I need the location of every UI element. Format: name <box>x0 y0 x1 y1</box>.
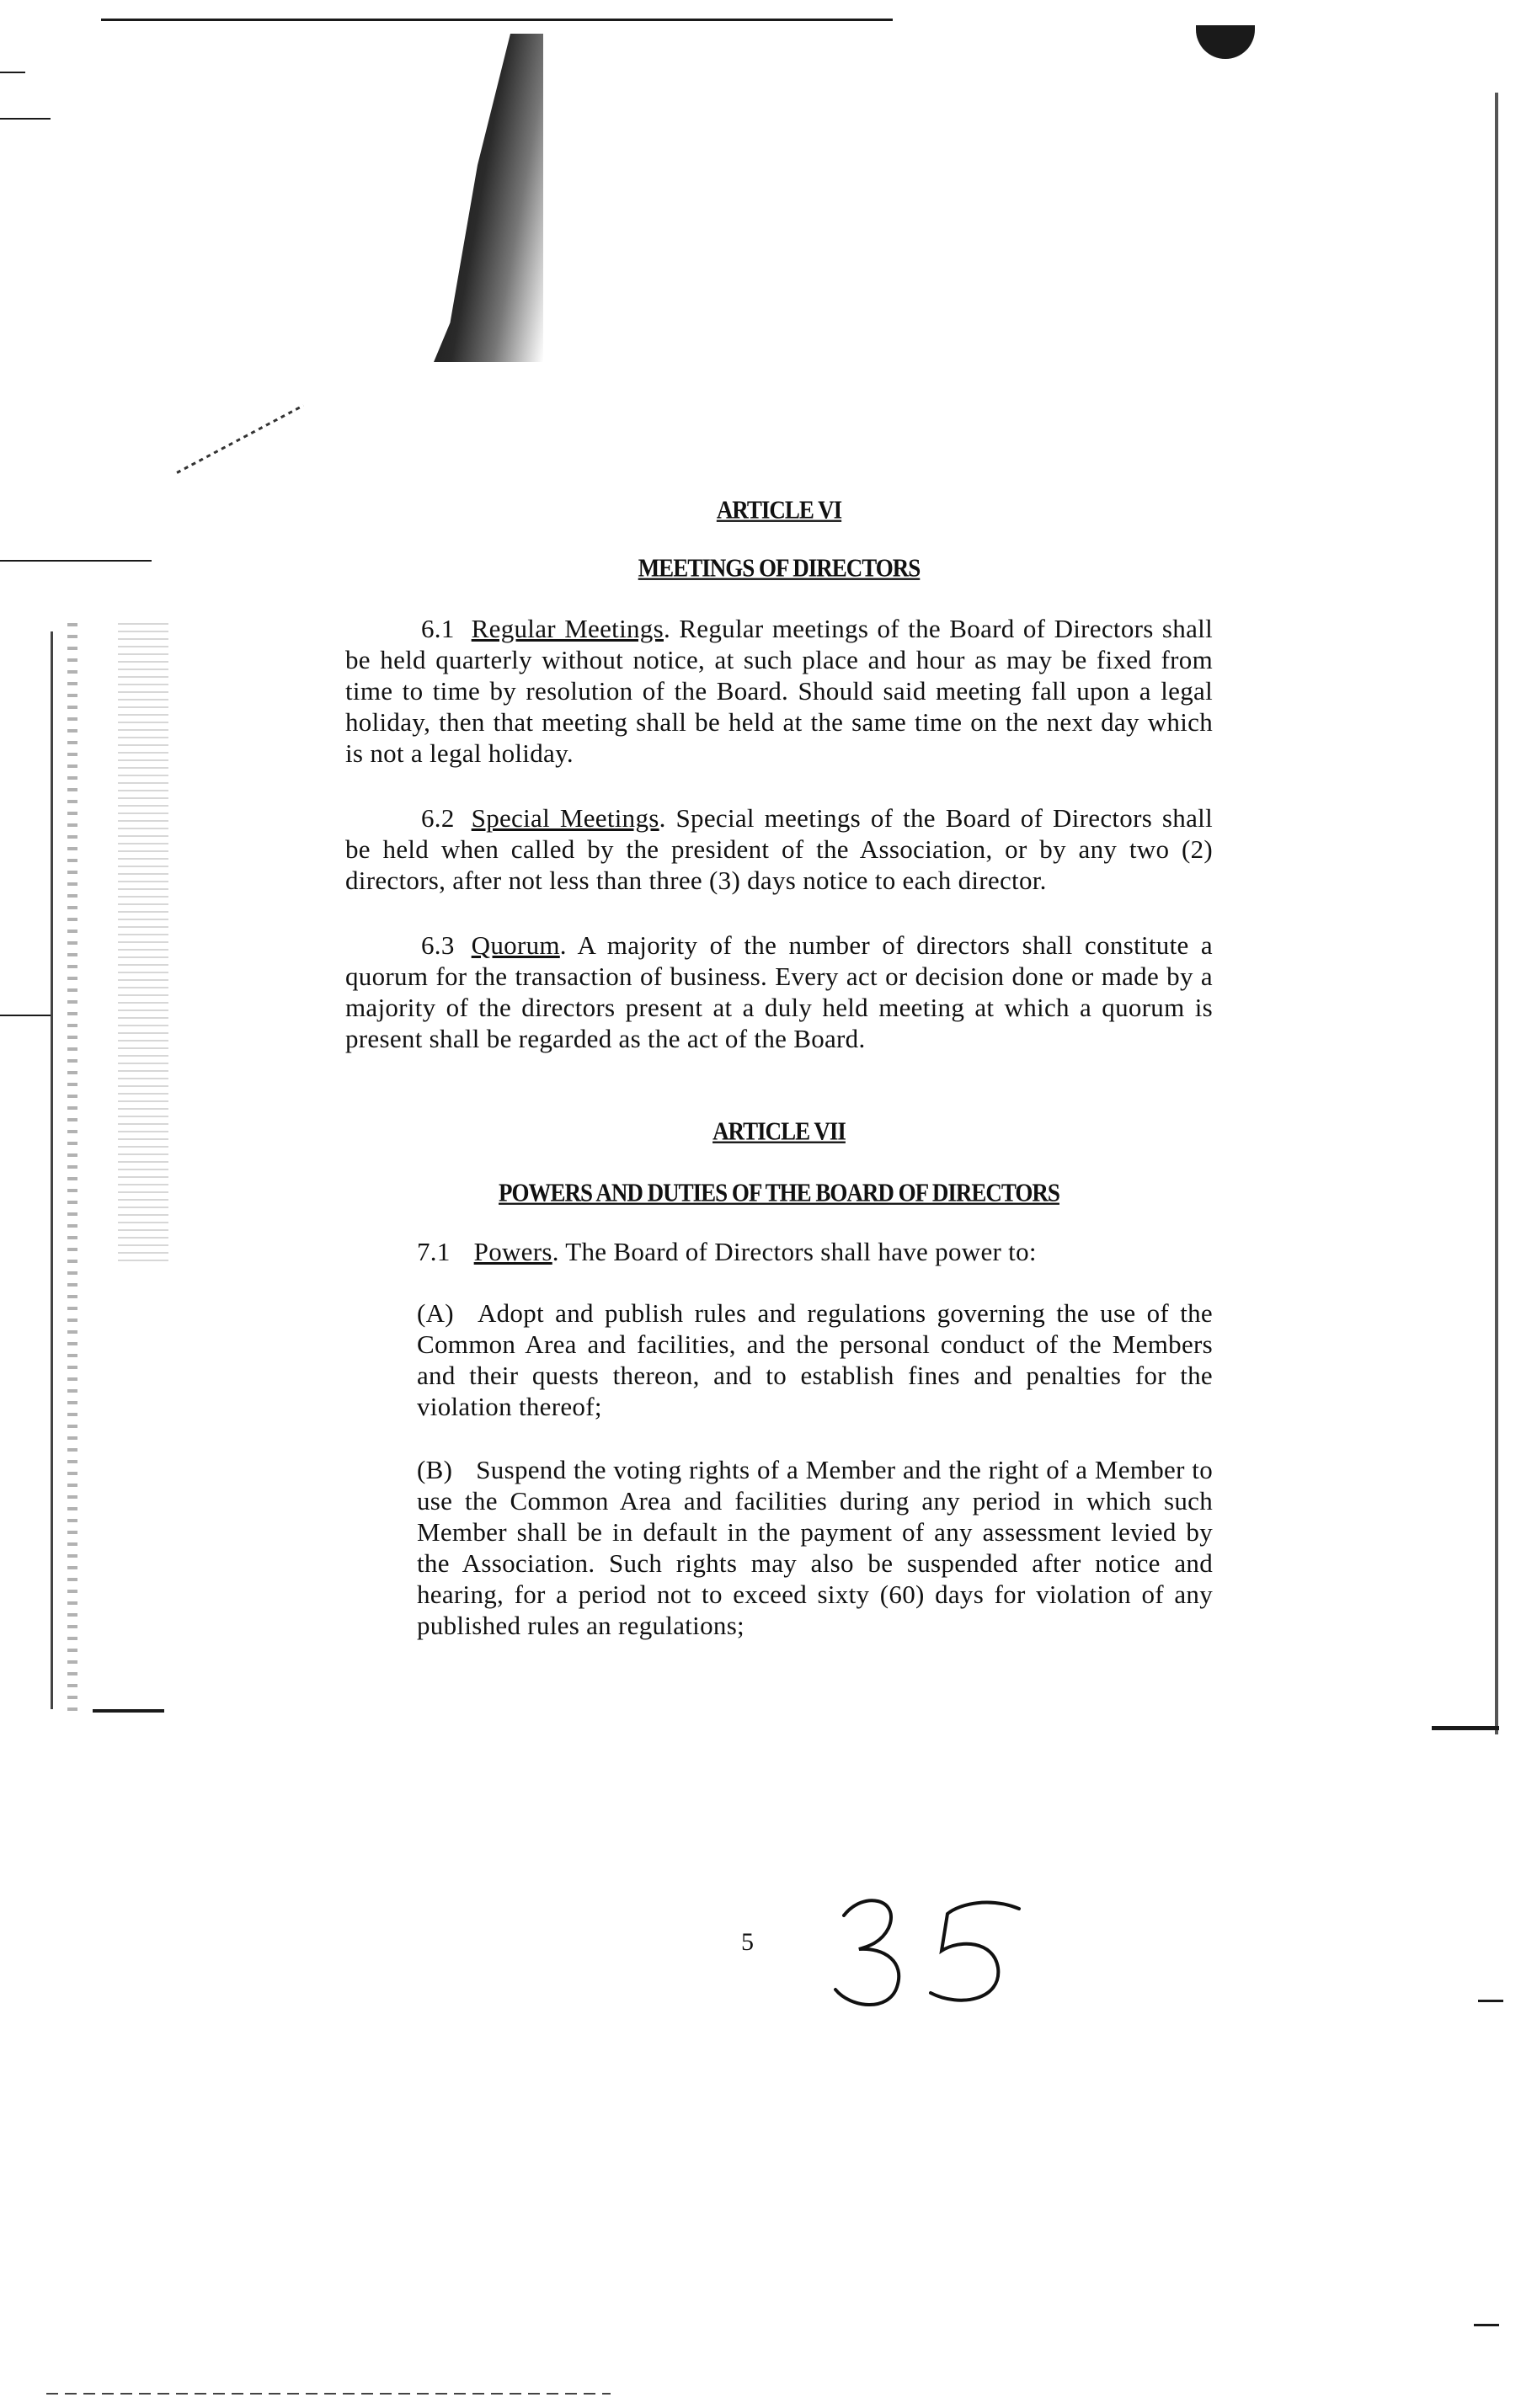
right-dash-2 <box>1474 2324 1499 2326</box>
handwritten-page-number <box>825 1890 1027 2016</box>
left-dash-1 <box>0 72 25 73</box>
section-title: Powers <box>473 1237 552 1266</box>
section-number: 6.2 <box>421 803 455 833</box>
left-dash-2 <box>0 118 51 120</box>
section-title: Quorum <box>471 930 560 960</box>
section-number: 7.1 <box>417 1237 451 1266</box>
left-speckle-marks <box>67 623 77 1718</box>
left-dash-3 <box>0 560 152 562</box>
right-margin-bar <box>1495 93 1498 1734</box>
section-6-2 <box>345 802 1213 896</box>
article-vii-subheading: POWERS AND DUTIES OF THE BOARD OF DIRECTORS <box>499 1177 1059 1207</box>
section-text: . The Board of Directors shall have power to: <box>552 1237 1037 1266</box>
section-title: Regular Meetings <box>471 614 664 643</box>
section-6-3 <box>345 930 1213 1054</box>
section-6-1 <box>345 613 1213 769</box>
article-vi-heading: ARTICLE VI <box>716 494 842 525</box>
section-text: . Regular meetings of the Board of Directors shall be held quarterly without notice, at such place and hour as may be fixed from time to time by resolution of the Board. Should said meeting fall upon a legal holiday, then that meeting shall be held at the same time on the next day which is not a legal holiday. <box>345 614 1213 768</box>
right-dash-1 <box>1478 2000 1503 2002</box>
article-vii-heading: ARTICLE VII <box>712 1116 846 1146</box>
section-text: . Special meetings of the Board of Directors shall be held when called by the president of the Association, or by any two (2) directors, after not less than three (3) days notice to each director. <box>345 803 1213 895</box>
left-margin-tick <box>93 1709 164 1713</box>
subsection-a <box>345 1297 1213 1422</box>
top-edge-line <box>101 19 893 21</box>
document-body <box>345 494 1213 1641</box>
subsection-text: Suspend the voting rights of a Member and the right of a Member to use the Common Area and facilities during any period in which such Member shall be in default in the payment of any assessment levied by the Association. Such rights may also be suspended after notice and hearing, for a period not to exceed sixty (60) days for violation of any published rules an regulations; <box>417 1455 1213 1640</box>
scan-shadow-wedge <box>434 34 543 362</box>
section-number: 6.1 <box>421 614 455 643</box>
left-margin-line <box>51 631 53 1709</box>
left-speckle-column <box>118 623 168 1263</box>
section-text: . A majority of the number of directors shall constitute a quorum for the transaction of business. Every act or decision done or made by a majority of the directors present at a duly held meeting at which a quorum is present shall be regarded as the act of the Board. <box>345 930 1213 1053</box>
section-number: 6.3 <box>421 930 455 960</box>
subsection-text: Adopt and publish rules and regulations governing the use of the Common Area and facilities, and the personal conduct of the Members and their quests thereon, and to establish fines and penalties for the violation thereof; <box>417 1298 1213 1421</box>
top-right-blot <box>1196 25 1255 59</box>
diagonal-dotted-mark <box>176 404 304 473</box>
section-title: Special Meetings <box>471 803 659 833</box>
bottom-edge-line <box>46 2393 611 2395</box>
section-7-1 <box>345 1236 1213 1267</box>
article-vi-subheading: MEETINGS OF DIRECTORS <box>638 552 921 583</box>
right-margin-tick <box>1432 1726 1499 1730</box>
subsection-letter: (A) <box>417 1298 454 1328</box>
left-dash-4 <box>0 1015 51 1016</box>
subsection-b <box>345 1454 1213 1641</box>
page-number: 5 <box>741 1928 754 1956</box>
subsection-letter: (B) <box>417 1455 453 1484</box>
